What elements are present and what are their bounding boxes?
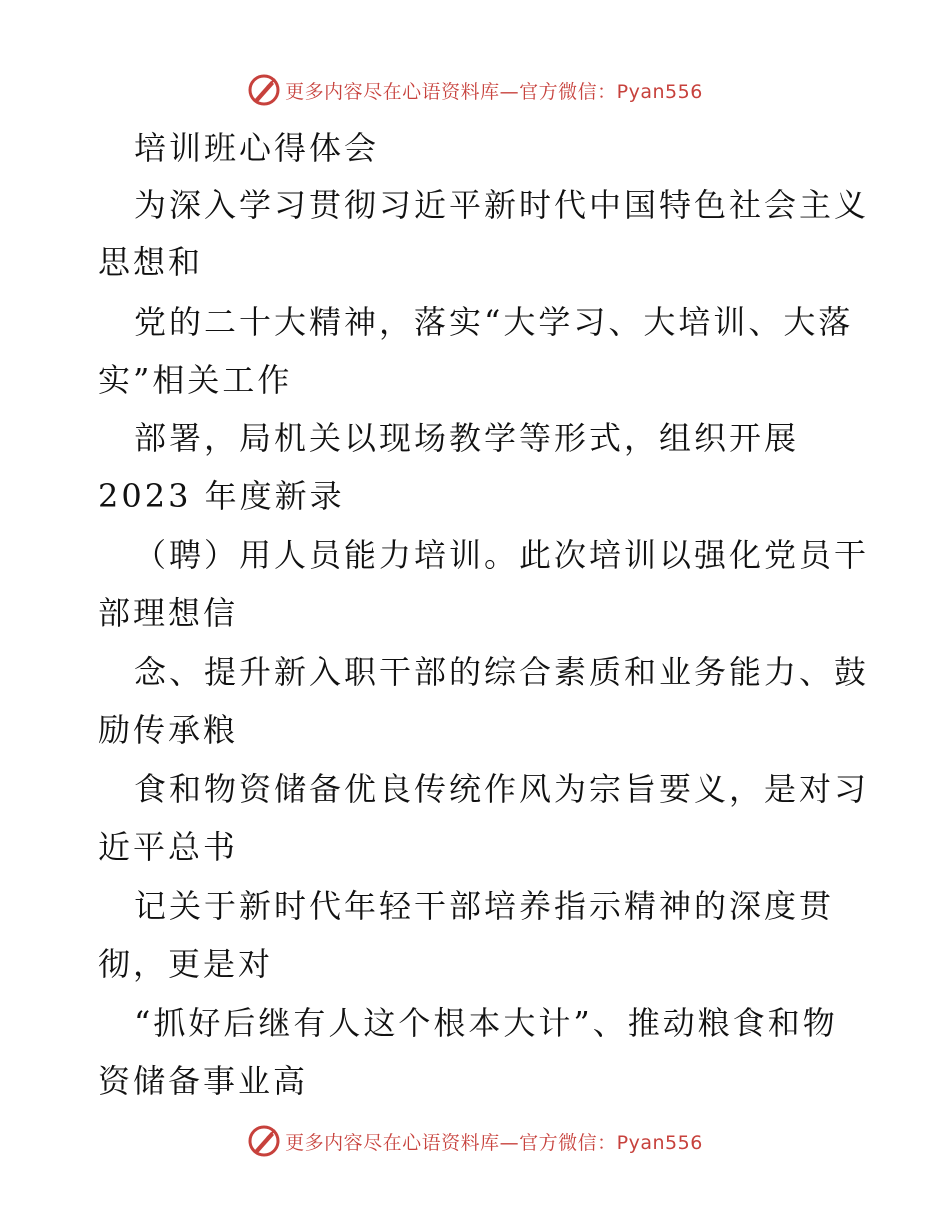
- paragraph-line: （聘）用人员能力培训。此次培训以强化党员干: [134, 536, 870, 574]
- paragraph-line: 部理想信: [98, 594, 239, 632]
- paragraph-line: 励传承粮: [98, 711, 239, 749]
- quill-logo-icon: [247, 1124, 281, 1158]
- paragraph-line: 2023 年度新录: [98, 477, 345, 515]
- paragraph-line: 彻，更是对: [98, 945, 274, 983]
- paragraph-line: 实”相关工作: [98, 361, 293, 399]
- paragraph-line: “抓好后继有人这个根本大计”、推动粮食和物: [134, 1004, 838, 1042]
- paragraph-line: 记关于新时代年轻干部培养指示精神的深度贯: [134, 887, 835, 925]
- document-title: 培训班心得体会: [134, 129, 380, 167]
- paragraph-line: 念、提升新入职干部的综合素质和业务能力、鼓: [134, 653, 870, 691]
- quill-logo-icon: [247, 73, 281, 107]
- paragraph-line: 食和物资储备优良传统作风为宗旨要义，是对习: [134, 770, 870, 808]
- watermark-text: 更多内容尽在心语资料库—官方微信：Pyan556: [285, 80, 703, 103]
- paragraph-line: 近平总书: [98, 828, 239, 866]
- paragraph-line: 资储备事业高: [98, 1062, 309, 1100]
- paragraph-line: 党的二十大精神，落实“大学习、大培训、大落: [134, 303, 854, 341]
- watermark-text: 更多内容尽在心语资料库—官方微信：Pyan556: [285, 1131, 703, 1154]
- paragraph-line: 部署，局机关以现场教学等形式，组织开展: [134, 419, 800, 457]
- paragraph-line: 为深入学习贯彻习近平新时代中国特色社会主义: [134, 186, 870, 224]
- paragraph-line: 思想和: [98, 243, 204, 281]
- header-watermark-banner: [0, 70, 950, 110]
- footer-watermark-banner: [0, 1121, 950, 1161]
